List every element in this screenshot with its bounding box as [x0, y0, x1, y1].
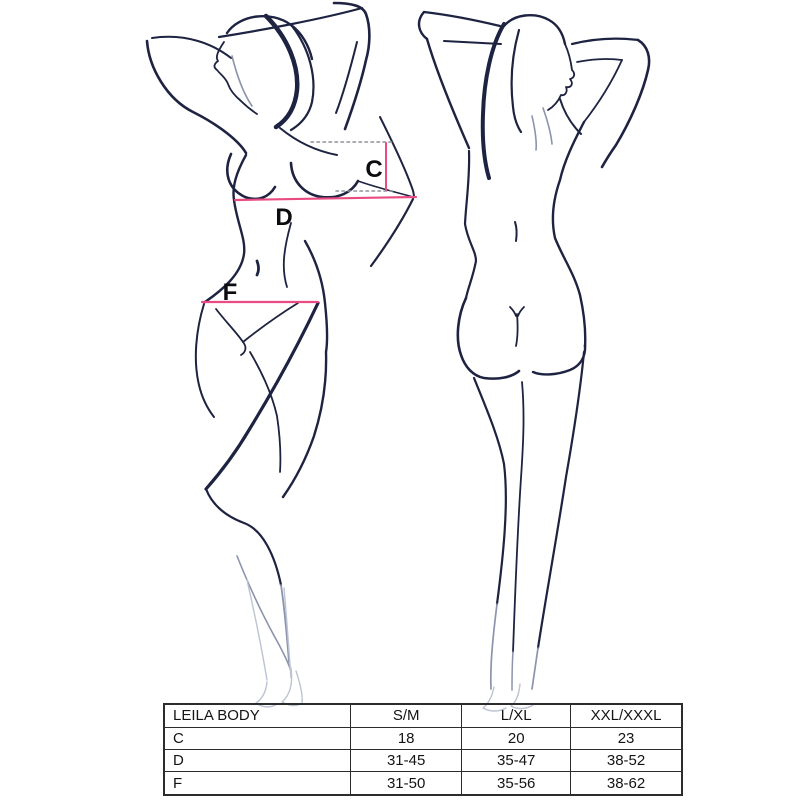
front-crossed-thigh	[206, 303, 318, 489]
back-left-forearm-top	[424, 12, 500, 26]
front-inner-thigh	[250, 352, 280, 472]
value-d-lxl: 35-47	[462, 749, 571, 771]
back-hair-main	[483, 24, 504, 178]
front-shin-line-2	[247, 580, 267, 680]
front-right-breast	[291, 163, 358, 197]
back-neck-line	[560, 99, 581, 134]
front-calf-line	[237, 556, 291, 671]
front-right-waist	[371, 199, 413, 266]
measurement-annotations	[202, 142, 416, 306]
value-c-xxl: 23	[571, 727, 682, 749]
back-hair-inner	[512, 30, 521, 132]
back-right-forearm-inner	[577, 59, 622, 62]
row-label-d: D	[164, 749, 350, 771]
value-f-lxl: 35-56	[462, 772, 571, 795]
size-table-row-d	[164, 749, 682, 771]
back-right-shin	[532, 648, 538, 689]
front-groin-right	[243, 303, 298, 342]
back-left-arm-outer	[427, 39, 469, 148]
back-hair-wisp-1	[543, 108, 552, 144]
back-left-shin	[491, 604, 497, 689]
back-left-leg-outer	[474, 378, 506, 604]
front-groin-left	[216, 309, 245, 355]
front-hair-main	[266, 16, 297, 127]
back-spine-line	[515, 222, 517, 241]
front-right-leg-outer	[283, 241, 327, 497]
back-right-buttock	[533, 345, 585, 374]
front-figure-silhouette	[147, 3, 414, 707]
back-right-arm-inner	[584, 60, 622, 122]
size-table-row-f	[164, 772, 682, 795]
value-f-sm: 31-50	[350, 772, 461, 795]
row-label-f: F	[164, 772, 350, 795]
measure-label-c: C	[365, 156, 383, 183]
back-left-elbow	[419, 12, 427, 39]
back-left-side	[465, 151, 476, 298]
front-belly-line	[284, 223, 291, 287]
front-left-forearm-line	[152, 37, 231, 58]
back-head-outline	[504, 15, 565, 44]
back-leg-center-lower	[512, 652, 513, 690]
product-name-cell: LEILA BODY	[164, 704, 350, 727]
row-label-c: C	[164, 727, 350, 749]
front-foot-1	[282, 668, 302, 706]
value-d-sm: 31-45	[350, 749, 461, 771]
back-hair-wisp-2	[532, 116, 536, 150]
front-navel	[257, 261, 259, 275]
front-shin-line-3	[284, 588, 291, 678]
measure-label-d: D	[275, 204, 293, 231]
front-hair-outer	[291, 26, 313, 130]
measure-label-f: F	[222, 279, 238, 306]
value-f-xxl: 38-62	[571, 772, 682, 795]
col-header-sm: S/M	[350, 704, 461, 727]
back-left-buttock	[458, 298, 519, 379]
back-gluteal-crease	[510, 307, 524, 346]
back-left-forearm-bottom	[444, 41, 501, 44]
value-c-lxl: 20	[462, 727, 571, 749]
back-right-forearm-top	[572, 39, 638, 44]
value-d-xxl: 38-52	[571, 749, 682, 771]
size-table-header-row	[164, 704, 682, 727]
back-leg-center-line	[513, 382, 524, 652]
col-header-lxl: L/XL	[462, 704, 571, 727]
size-table-row-c	[164, 727, 682, 749]
back-right-leg-outer	[538, 352, 584, 648]
value-c-sm: 18	[350, 727, 461, 749]
front-left-hip	[196, 304, 214, 417]
col-header-xxl: XXL/XXXL	[571, 704, 682, 727]
back-figure-silhouette	[419, 12, 649, 711]
back-right-side	[553, 122, 585, 347]
front-hair-inner	[232, 56, 252, 106]
size-table	[163, 703, 683, 796]
